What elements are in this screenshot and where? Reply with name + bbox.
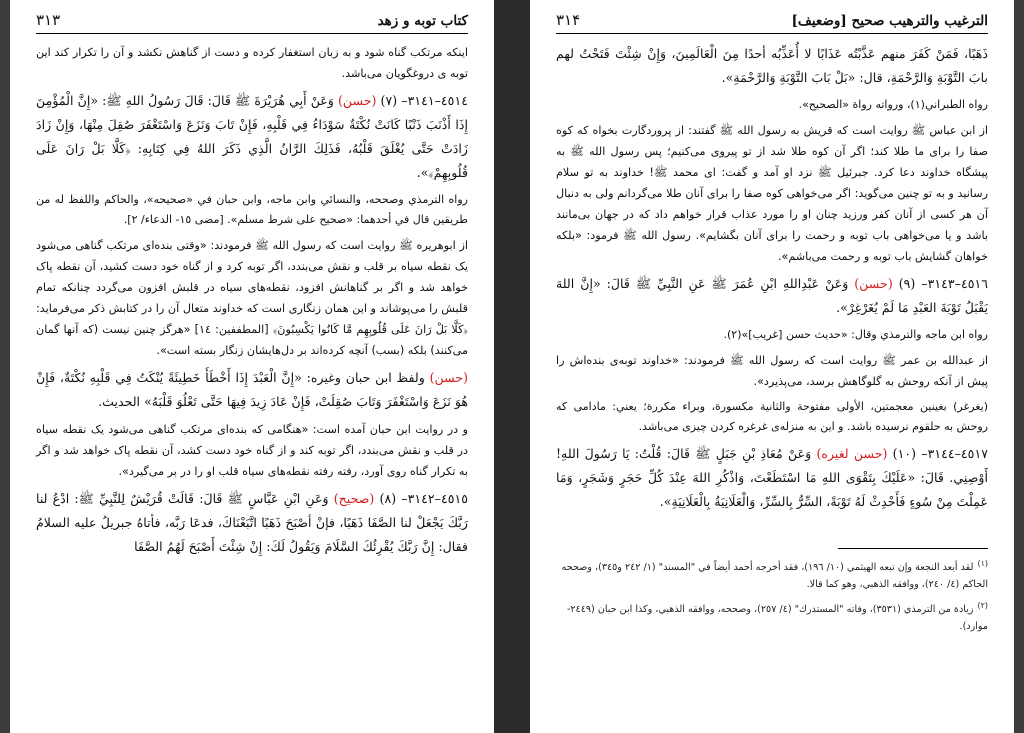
right-page-header [556,0,988,34]
footnote-text: زيادة من الترمذي (٣٥٣١)، وفاته "المستدرك" (٤/ ٢٥٧)، وصححه، ووافقه الذهبي، وكذا ابن حبان (٢٤٤٩- موارد). [566,604,988,633]
hadith-number: ٤٥١٥–٣١٤٢– (٨) [374,491,468,506]
hadith-number: ٤٥١٧–٣١٤٤– (١٠) [887,446,988,461]
source-note: (يغرغر) بغينين معجمتين، الأولى مفتوحة والثانية مكسورة، وبراء مكررة؛ يعني: مادامی که روحش به حلقوم نرسیده باشد. و این به منزله‌ی غرغره کردن چیزی می‌باشد. [556,400,988,433]
hadith-paragraph [36,487,468,559]
hadith-grade: (حسن) [854,276,893,291]
footnote-text: لقد أبعد النجعة وإن تبعه الهيثمي (١٠/ ١٩٦)، فقد أخرجه أحمد أيضاً في "المسند" (١/ ٢٤٢ و٣٤٥)، وصححه الحاكم (٤/ ٢٤٠)، ووافقه الذهبي، وهو كما قالا. [561,562,988,591]
right-page-number: ۳۱۴ [556,11,581,29]
source-note: رواه الطبراني(١)، ورواته رواة «الصحيح». [798,98,988,111]
footnote-rule [838,548,988,549]
footnote-mark: (١) [977,559,988,568]
source-note: رواه ابن ماجه والترمذي وقال: «حديث حسن [غريب]»(٢). [723,328,988,341]
hadith-grade: (حسن لغيره) [816,446,888,461]
footnote [556,555,988,593]
left-header-title: کتاب توبه و زهد [377,13,468,29]
hadith-paragraph [36,89,468,185]
book-gutter [494,0,530,733]
hadith-paragraph [556,442,988,514]
translation-paragraph: اینکه مرتکب گناه شود و به زبان استغفار کرده و دست از گناهش نکشد و آن را تکرار کند این توبه ی دروغگویان می‌باشد. [36,46,468,80]
footnote-mark: (٢) [977,601,988,611]
translation-paragraph: از ابوهریره ﷺ روایت است که رسول الله ﷺ فرمودند: «وقتی بنده‌ای مرتکب گناهی می‌شود یک نقطه سیاه بر قلب و نقش می‌بندد، اگر توبه کرد و از گناه خود دست کشید، آن نقطه پاک خواهد شد و اگر بر گناهانش افزود، نقطه‌های سیاه در قلبش افزون می‌گردد چنانکه تمام قلبش را می‌پوشاند و این همان زنگاری است که خداوند متعال آن را در کتابش ذکر می‌فرماید: ﴿كَلَّا بَلْ رَانَ عَلَى قُلُوبِهِم مَّا كَانُوا يَكْسِبُونَ﴾ [المطففين: ١٤] «هرگز چنین نیست (که آنها گمان می‌کنند) بلکه (بسب) آنچه کرده‌اند بر دل‌هایشان زنگار بسته است». [36,239,468,357]
left-page-header [36,0,468,34]
translation-paragraph: از ابن عباس ﷺ روایت است که قریش به رسول الله ﷺ گفتند: از پروردگارت بخواه که کوه صفا را برای ما طلا کند؛ اگر آن کوه طلا شد از تو پیروی می‌کنیم؛ پس رسول الله ﷺ به پیشگاه خداوند دعا کرد. جبرئیل ﷺ نزد او آمد و گفت: ای محمد ﷺ! خداوند به تو سلام رسانید و به تو چنین می‌گوید: اگر می‌خواهی کوه صفا را برای آنان طلا می‌گردانم ولی به دنبال آن هر کسی از آنان کفر ورزید چنان او را مورد عذاب قرار خواهم داد که در جهان بی‌مانند باشد و یا می‌خواهی باب توبه و رحمت را برای آنان بگشایم». رسول الله ﷺ فرمود: «بلکه خواهان گشایش باب توبه و رحمت می‌باشم». [556,124,988,263]
left-page [10,0,494,733]
hadith-text: وَعَنْ عَبْدِاللهِ ابْنِ عُمَرَ ﷺ عَنِ النَّبِيِّ ﷺ قَالَ: «إِنَّ اللهَ يَقْبَلُ تَوْبَةَ العَبْدِ مَا لَمْ يُغَرْغِرْ». [556,276,988,315]
hadith-number: ٤٥١٤–٣١٤١– (٧) [376,93,468,108]
hadith-number: ٤٥١٦–٣١٤٣– (٩) [892,276,988,291]
hadith-text: وَعَنْ أَبِي هُرَيْرَةَ ﷺ قَالَ: قَالَ رَسُولُ اللهِ ﷺ: «إِنَّ الْمُؤْمِنَ إِذَا أَذْنَبَ ذَنْبًا كَانَتْ نُكْتَةٌ سَوْدَاءُ فِي قَلْبِهِ، فَإِنْ تَابَ وَنَزَعَ وَاسْتَغْفَرَ صُقِلَ مِنْهَا، وَإِنْ زَادَ زَادَتْ حَتَّى يُغْلَقَ قَلْبُهُ، فَذَلِكَ الرَّانُ الَّذِي ذَكَرَ اللهُ فِي كِتَابِهِ: ﴿كَلَّا بَلْ رَانَ عَلَى قُلُوبِهِمْ﴾». [36,93,468,180]
hadith-paragraph [556,272,988,320]
left-page-number: ۳۱۳ [36,11,61,29]
translation-paragraph: و در روایت ابن حبان آمده است: «هنگامی که بنده‌ای مرتکب گناهی می‌شود یک نقطه سیاه در قلب و نقش می‌بندد، اگر توبه کند و از گناه خود دست کشد، آن نقطه پاک خواهد شد و اگر به تکرار گناه روی آورد، رفته رفته نقطه‌های سیاه قلب او را در بر می‌گیرد». [36,423,468,478]
hadith-paragraph [36,366,468,414]
hadith-paragraph [556,42,988,90]
hadith-text: وَعَنْ مُعَاذِ بْنِ جَبَلٍ ﷺ قَالَ: قُلْتُ: يَا رَسُولَ اللهِ! أَوْصِنِي. قَالَ: «عَلَيْكَ بِتَقْوَى اللهِ مَا اسْتَطَعْتَ، وَاذْكُرِ اللهَ عِنْدَ كُلِّ حَجَرٍ وَشَجَرٍ، وَمَا عَمِلْتَ مِنْ سُوءٍ فَأَحْدِثْ لَهُ تَوْبَةً، السِّرُّ بِالسِّرِّ، وَالْعَلَانِيَةُ بِالْعَلَانِيَةِ». [556,446,988,509]
hadith-text: ذَهَبًا، فَمَنْ كَفَرَ منهم عَذَّبْتُه عَذَابًا لا أُعَذِّبُه أحدًا مِنَ الْعَالَمِينَ، وَإِنْ شِئْتَ فَتَحْتُ لهم بابَ التَّوْبَةِ وَالرَّحْمَةِ، قال: «بَلْ بَابَ التَّوْبَةِ وَالرَّحْمَةِ». [556,46,988,85]
right-header-title: الترغيب والترهيب صحيح [وضعيف] [791,13,988,29]
hadith-text: وَعَنِ ابْنِ عَبَّاسٍ ﷺ قَالَ: قَالَتْ قُرَيْشٌ لِلنَّبِيِّ ﷺ: ادْعُ لنا رَبَّكَ يَجْعَلْ لنا الصَّفَا ذَهَبًا، فإنْ أصْبَحَ ذَهَبًا اتَّبَعْنَاكَ، فدعَا رَبَّه، فأتاهُ جبريلُ عليه السلامُ فقال: إِنَّ رَبَّكَ يُقْرِئُكَ السَّلَامَ وَيَقُولُ لَكَ: إِنْ شِئْتَ أَصْبَحَ لَهُمُ الصَّفَا [36,491,468,554]
footnote [556,597,988,635]
left-page-body [36,34,468,559]
hadith-grade: (حسن) [338,93,377,108]
source-note: رواه الترمذي وصححه، والنسائي وابن ماجه، وابن حبان في «صحيحه»، والحاكم واللفظ له من طريقين قال في أحدهما: «صحيح على شرط مسلم». [مضى ١٥- الدعاء/ ٢]. [36,193,468,226]
hadith-grade: (صحيح) [333,491,375,506]
right-page [530,0,1014,733]
hadith-text: ولفظ ابن حبان وغيره: «إِنَّ الْعَبْدَ إِذَا أَخْطَأَ خَطِيئَةً يُنْكَتُ فِي قَلْبِهِ نُكْتَةٌ، فَإِنْ هُوَ نَزَعَ وَاسْتَغْفَرَ وَتَابَ صُقِلَتْ، فَإِنْ عَادَ زِيدَ فِيهَا حَتَّى تَعْلُوَ قَلْبَهُ» الحديث. [36,370,468,409]
right-page-body [556,34,988,514]
footnotes [556,555,988,635]
hadith-grade: (حسن) [429,370,468,385]
translation-paragraph: از عبدالله بن عمر ﷺ روایت است که رسول الله ﷺ فرمودند: «خداوند توبه‌ی بنده‌اش را پیش از آنکه روحش به گلوگاهش برسد، می‌پذیرد». [556,354,988,388]
